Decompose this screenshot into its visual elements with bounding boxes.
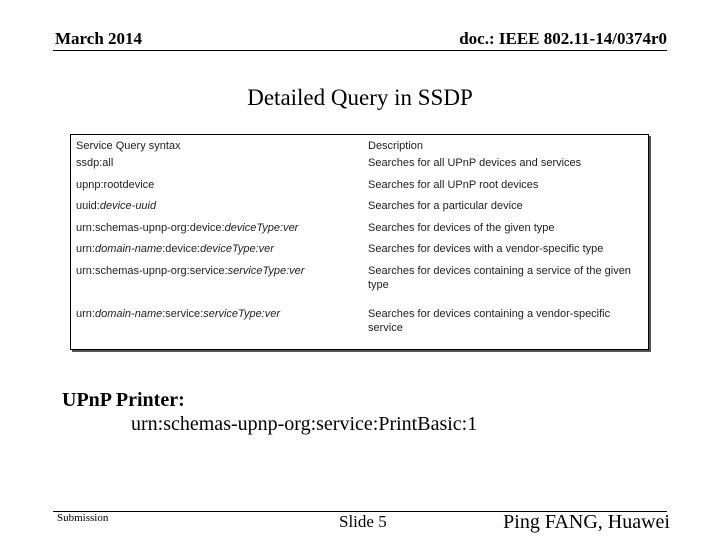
query-description: Searches for all UPnP root devices [368, 179, 539, 191]
slide-title: Detailed Query in SSDP [247, 85, 473, 110]
footer-submission: Submission [57, 512, 109, 524]
syntax-literal: urn: [76, 308, 95, 320]
query-description: Searches for devices with a vendor-specific type [368, 243, 604, 255]
syntax-literal: :device: [162, 243, 201, 255]
header-divider [53, 50, 667, 51]
syntax-literal: urn: [76, 243, 95, 255]
syntax-literal: uuid: [76, 200, 100, 212]
syntax-literal: upnp:rootdevice [76, 179, 155, 191]
column-header-description: Description [368, 140, 424, 152]
syntax-literal: ssdp:all [76, 157, 114, 169]
query-description: Searches for devices containing a vendor-specific service [368, 308, 611, 334]
syntax-placeholder: serviceType:ver [203, 308, 281, 320]
syntax-placeholder: deviceType:ver [200, 243, 274, 255]
query-description: Searches for all UPnP devices and services [368, 157, 582, 169]
header-date: March 2014 [55, 29, 143, 48]
query-syntax [76, 242, 361, 256]
syntax-literal: urn:schemas-upnp-org:service: [76, 265, 228, 277]
syntax-placeholder: device-uuid [99, 200, 157, 212]
footer-slide-number: Slide 5 [339, 512, 387, 531]
query-description: Searches for devices containing a service of the given type [368, 265, 631, 291]
ssdp-query-table [70, 134, 649, 350]
query-syntax [76, 178, 361, 192]
query-syntax [76, 199, 361, 213]
query-description: Searches for devices of the given type [368, 222, 555, 234]
upnp-printer-label: UPnP Printer: [62, 389, 185, 411]
syntax-placeholder: serviceType:ver [227, 265, 305, 277]
footer-author: Ping FANG, Huawei [503, 511, 670, 533]
syntax-literal: :service: [162, 308, 204, 320]
upnp-printer-urn: urn:schemas-upnp-org:service:PrintBasic:1 [131, 413, 478, 435]
syntax-placeholder: deviceType:ver [224, 222, 299, 234]
column-header-syntax: Service Query syntax [76, 140, 181, 152]
syntax-placeholder: domain-name [94, 308, 163, 320]
query-syntax [76, 307, 361, 321]
query-syntax [76, 156, 361, 170]
query-description: Searches for a particular device [368, 200, 523, 212]
query-syntax [76, 221, 361, 235]
syntax-literal: urn:schemas-upnp-org:device: [76, 222, 225, 234]
syntax-placeholder: domain-name [94, 243, 163, 255]
query-syntax [76, 264, 361, 278]
header-doc-id: doc.: IEEE 802.11-14/0374r0 [459, 29, 667, 48]
